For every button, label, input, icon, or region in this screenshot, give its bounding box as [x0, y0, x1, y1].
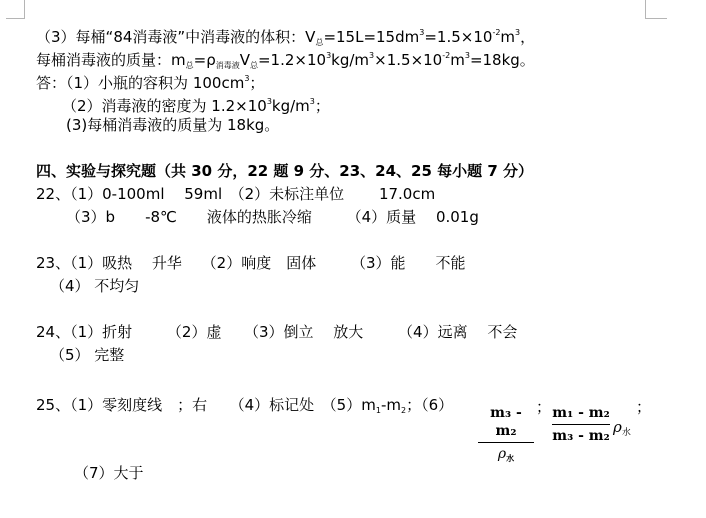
answer-summary-2: （2）消毒液的密度为 $1.2\times 10^3kg/m^3$； [62, 97, 330, 115]
q22-line-2: （3）b -8℃ 液体的热胀冷缩 （4）质量 0.01g [66, 208, 479, 226]
section-heading: 四、实验与探究题（共 30 分，22 题 9 分、23、24、25 每小题 7 分） [36, 162, 534, 180]
fraction-2-denominator: m₃ - m₂ [552, 428, 610, 444]
rho-water: $\rho_水$ [613, 418, 631, 438]
fraction-1-bar [478, 442, 534, 443]
answer-summary-1: 答：（1）小瓶的容积为 $100cm^3$； [36, 74, 265, 92]
q25-line-2: （7）大于 [74, 464, 144, 482]
answer-line-volume: （3）每桶“84消毒液”中消毒液的体积：$V_总=15L=15dm^3=1.5\times 10^{-2}m^3$， [36, 28, 536, 47]
q24-line-1: 24、（1）折射 （2）虚 （3）倒立 放大 （4）远离 不会 [36, 323, 518, 341]
fraction-1 [478, 404, 534, 467]
q25-line-1: 25、（1）零刻度线 ；右 （4）标记处 $(5)m_1-m_2$；（6） [36, 396, 454, 415]
page-corner-right-v [645, 0, 646, 18]
fraction-2-numerator: m₁ - m₂ [552, 405, 610, 421]
answer-line-mass: 每桶消毒液的质量：$m_总=\rho_{消毒液}V_总=1.2\times 10^3kg/m^3\times 1.5\times 10^{-2}m^3=18kg$。 [36, 51, 535, 70]
fraction-2 [552, 404, 610, 445]
fraction-1-numerator: m₃ - m₂ [490, 405, 522, 439]
page-corner-right-h [645, 18, 667, 19]
answer-summary-3: (3)每桶消毒液的质量为 18kg。 [66, 116, 280, 134]
fraction-2-bar [552, 424, 610, 425]
separator-1: ； [536, 398, 552, 416]
q24-line-2: （5） 完整 [50, 346, 125, 364]
q23-line-2: （4） 不均匀 [50, 277, 140, 295]
q22-line-1: 22、（1）0-100ml 59ml （2）未标注单位 17.0cm [36, 185, 436, 203]
page-corner-left-h [6, 18, 25, 19]
page-corner-left-v [24, 0, 25, 18]
fraction-1-denominator: $\rho_水$ [497, 446, 515, 463]
separator-2: ； [636, 398, 652, 416]
q23-line-1: 23、（1）吸热 升华 （2）响度 固体 （3）能 不能 [36, 254, 466, 272]
